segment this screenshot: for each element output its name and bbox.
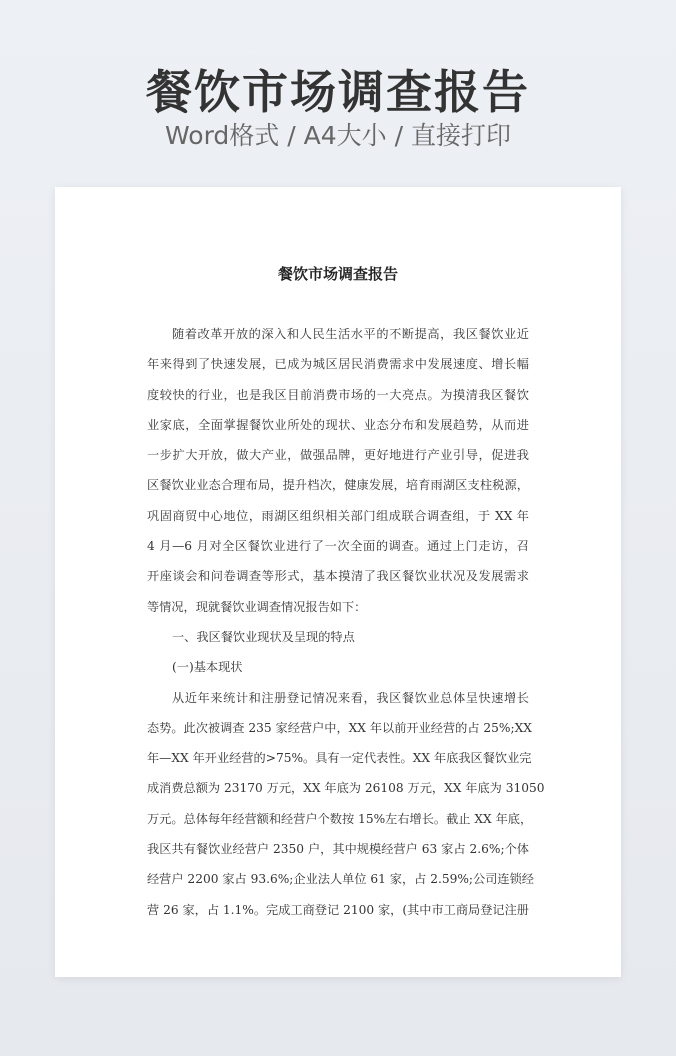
paragraph-line: 等情况，现就餐饮业调查情况报告如下： [147,599,367,614]
paragraph-line: 区餐饮业业态合理布局，提升档次，健康发展，培育雨湖区支柱税源， [147,478,529,493]
paragraph-line: 年来得到了快速发展，已成为城区居民消费需求中发展速度、增长幅 [147,357,529,372]
paragraph-line: 业家底，全面掌握餐饮业所处的现状、业态分布和发展趋势，从而进 [147,417,529,432]
hero-title: 餐饮市场调查报告 [146,65,530,119]
paragraph-line: 成消费总额为 23170 万元，XX 年底为 26108 万元，XX 年底为 31050 [147,781,545,796]
subsection-heading: (一)基本现状 [172,660,243,675]
paragraph-line: 随着改革开放的深入和人民生活水平的不断提高，我区餐饮业近 [172,327,529,341]
paragraph-line: 4 月—6 月对全区餐饮业进行了一次全面的调查。通过上门走访，召 [147,539,529,554]
document-title: 餐饮市场调查报告 [277,265,398,283]
paragraph-line: 营 26 家，占 1.1%。完成工商登记 2100 家，(其中市工商局登记注册 [147,902,529,917]
paragraph-line: 度较快的行业，也是我区目前消费市场的一大亮点。为摸清我区餐饮 [147,387,529,402]
section-heading: 一、我区餐饮业现状及呈现的特点 [172,629,355,644]
document-body [147,319,545,925]
paragraph-line: 从近年来统计和注册登记情况来看，我区餐饮业总体呈快速增长 [172,690,529,705]
paragraph-line: 万元。总体每年经营额和经营户个数按 15%左右增长。截止 XX 年底， [147,811,533,826]
paragraph-line: 一步扩大开放，做大产业，做强品牌，更好地进行产业引导，促进我 [147,448,529,463]
paragraph-line: 我区共有餐饮业经营户 2350 户，其中规模经营户 63 家占 2.6%;个体 [147,842,529,857]
paragraph-line: 巩固商贸中心地位，雨湖区组织相关部门组成联合调查组，于 XX 年 [147,508,529,523]
paragraph-line: 开座谈会和问卷调查等形式，基本摸清了我区餐饮业状况及发展需求 [147,569,529,584]
document-page [55,187,621,977]
paragraph-line: 经营户 2200 家占 93.6%;企业法人单位 61 家，占 2.59%;公司连锁经 [147,872,534,887]
paragraph-line: 态势。此次被调查 235 家经营户中，XX 年以前开业经营的占 25%;XX [147,720,532,735]
hero-subtitle: Word格式 / A4大小 / 直接打印 [165,121,511,150]
paragraph-line: 年—XX 年开业经营的>75%。具有一定代表性。XX 年底我区餐饮业完 [147,751,532,766]
